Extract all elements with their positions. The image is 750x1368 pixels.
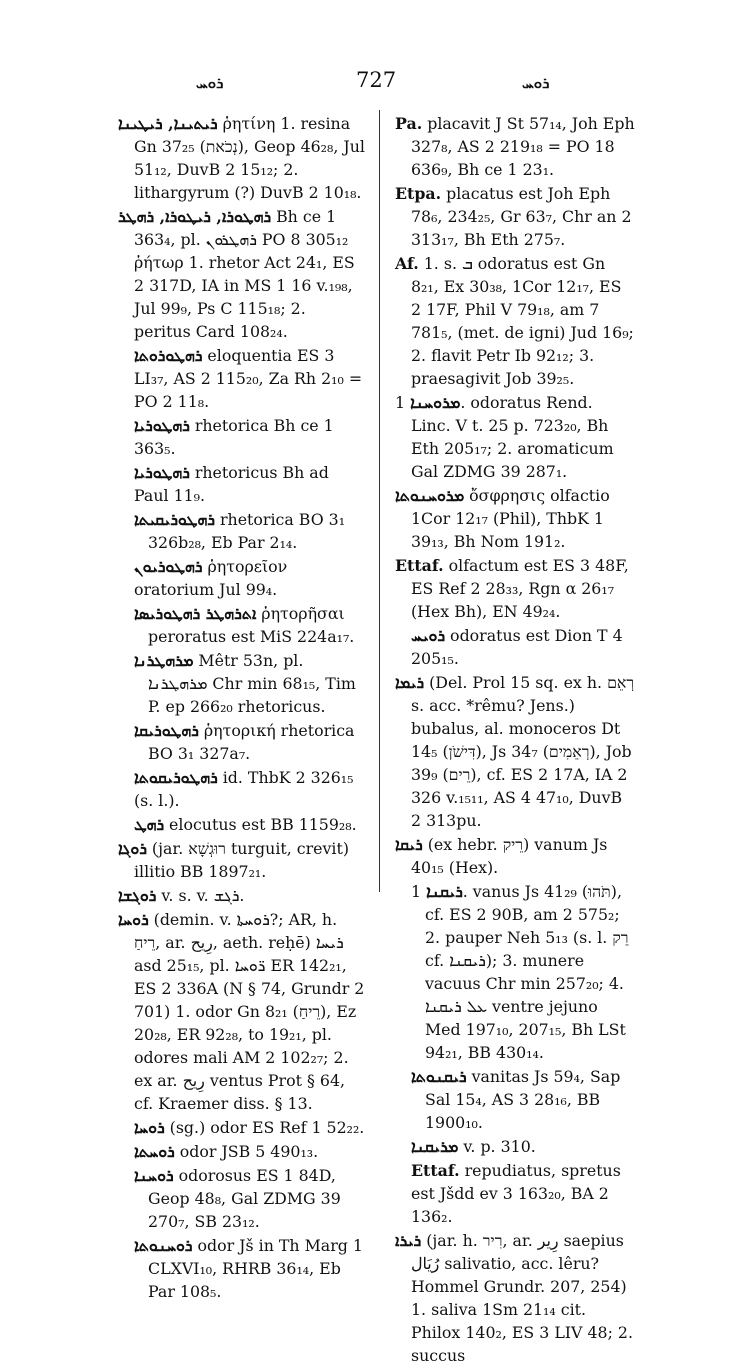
dictionary-entry <box>118 1140 366 1163</box>
stem-label: Ettaf. <box>395 556 444 575</box>
headword: ܪܘܚܢܐ <box>134 1166 174 1185</box>
dictionary-entry <box>118 112 366 204</box>
dictionary-entry <box>395 182 635 251</box>
entry-text: Bh ce 1 363₄, pl. ܪܗܛܪܘܢ PO 8 305₁₂ ῥήτωρ 1. rhetor Act 24₁, ES 2 317D, IA in MS 1 16 v.₁₉₈, Jul 99₉, Ps C 115₁₈; 2. peritus Card 108₂₄. <box>134 207 355 341</box>
right-column <box>395 112 635 1368</box>
entry-text: odor Jš in Th Marg 1 CLXVI₁₀, RHRB 36₁₄, Eb Par 108₅. <box>148 1236 363 1301</box>
headword: ܪܗܛܘܪܝܘܢ <box>134 557 203 576</box>
dictionary-entry <box>395 112 635 181</box>
entry-text: repudiatus, spretus est Jšdd ev 3 163₂₀, BA 2 136₂. <box>411 1161 621 1226</box>
entry-text: eloquentia ES 3 LI₃₇, AS 2 115₂₀, Za Rh 2₁₀ = PO 2 11₈. <box>134 346 363 411</box>
headword: ܪܗܛܘܪܝܐ <box>134 416 190 435</box>
dictionary-entry <box>118 1234 366 1303</box>
dictionary-entry <box>395 833 635 879</box>
entry-text: olfactum est ES 3 48F, ES Ref 2 28₃₃, Rgn α 26₁₇ (Hex Bh), EN 49₂₄. <box>411 556 629 621</box>
headword: ܪܝܬܝܢܐ, ܪܝܛܝܢܐ <box>118 114 218 133</box>
entry-text: odoratus est Dion T 4 205₁₅. <box>411 626 623 668</box>
headword: ܪܘܚܬܐ <box>134 1142 175 1161</box>
entry-text: (sg.) odor ES Ref 1 52₂₂. <box>164 1118 365 1137</box>
dictionary-entry <box>118 602 366 648</box>
headword: ܡܪܘܚܢܘܬܐ <box>395 486 465 505</box>
headword: ܪܘܚܐ <box>118 910 149 929</box>
dictionary-entry <box>118 649 366 718</box>
dictionary-entry <box>118 908 366 1115</box>
entry-text: odorosus ES 1 84D, Geop 48₈, Gal ZDMG 39 270₇, SB 23₁₂. <box>148 1166 341 1231</box>
headword: ܪܗܛܘܪܝܩܐ <box>134 721 199 740</box>
entry-text: rhetoricus Bh ad Paul 11₉. <box>134 463 329 505</box>
headword: ܪܝܩܢܐ <box>426 882 463 901</box>
headword: ܪܗܛܘܪܝܐ <box>134 463 190 482</box>
entry-text: (Del. Prol 15 sq. ex h. רְאֵם s. acc. *rêmu? Jens.) bubalus, al. monoceros Dt 14₅ (דִּישֹׁן), Js 34₇ (רְאֵמִים), Job 39₉ (רֵים), cf. ES 2 17A, IA 2 326 v.₁₅₁₁, AS 4 47₁₀, DuvB 2 313pu. <box>411 673 635 830</box>
dictionary-entry <box>395 484 635 553</box>
entry-text: v. s. v. ܪܓܫ. <box>156 886 245 905</box>
dictionary-entry <box>118 884 366 907</box>
stem-label: Af. <box>395 254 419 273</box>
dictionary-entry <box>395 252 635 390</box>
headword: ܐܬܪܗܛܪ ܪܗܛܘܪܝܣܐ <box>134 604 257 623</box>
entry-text: ῥητορεῖον oratorium Jul 99₄. <box>134 557 288 599</box>
running-head-right: ܪܘܚ <box>522 74 550 92</box>
entry-text: 1. odoratus Rend. Linc. V t. 25 p. 723₂₀, Bh Eth 205₁₇; 2. aromaticum Gal ZDMG 39 287₁. <box>395 393 614 481</box>
headword: ܡܪܘܚܢܐ <box>410 393 461 412</box>
headword: ܪܗܛ <box>134 815 165 834</box>
running-head-left: ܪܘܚ <box>196 74 224 92</box>
stem-label: Ettaf. <box>411 1161 460 1180</box>
dictionary-entry <box>395 880 635 1064</box>
headword: ܪܘܓܫܐ <box>118 886 157 905</box>
headword: ܪܗܛܘܪܐ, ܪܝܛܘܪܐ, ܪܗܛܪ <box>118 207 272 226</box>
entry-text: (demin. v. ܪܘܚܬܐ?; AR, h. רֵיחַ, ar. رِيح, aeth. reḥē) ܪܝܚܐ asd 25₁₅, pl. ܪ̈ܘܚܐ ER 142₂₁, ES 2 336A (N § 74, Grundr 2 701) 1. odor Gn 8₂₁ (רֵיחַ), Ez 20₂₈, ER 92₂₈, to 19₂₁, pl. odores mali AM 2 102₂₇; 2. ex ar. رِيح ventus Prot § 64, cf. Kraemer diss. § 13. <box>134 910 365 1113</box>
dictionary-entry <box>395 391 635 483</box>
headword: ܪܗܛܘܪܝܩܘܬܐ <box>134 768 218 787</box>
dictionary-entry <box>118 461 366 507</box>
dictionary-entry <box>118 766 366 812</box>
entry-text: odor JSB 5 490₁₃. <box>174 1142 319 1161</box>
stem-label: Pa. <box>395 114 423 133</box>
entry-text: rhetorica BO 3₁ 326b₂₈, Eb Par 2₁₄. <box>148 510 346 552</box>
dictionary-entry <box>118 813 366 836</box>
dictionary-entry <box>118 414 366 460</box>
entry-text: rhetorica Bh ce 1 363₅. <box>134 416 334 458</box>
dictionary-entry <box>118 508 366 554</box>
headword: ܪܘܝܚ <box>411 626 446 645</box>
entry-text: Mêtr 53n, pl. ܡܪܗܛܪܢܐ Chr min 68₁₅, Tim P. ep 266₂₀ rhetoricus. <box>148 651 356 716</box>
dictionary-entry <box>395 1065 635 1134</box>
dictionary-entry <box>118 1116 366 1139</box>
entry-text: 1. s. ܒ odoratus est Gn 8₂₁, Ex 30₃₈, 1Cor 12₁₇, ES 2 17F, Phil V 79₁₈, am 7 781₅, (met. de igni) Jud 16₉; 2. flavit Petr Ib 92₁₂; 3. praesagivit Job 39₂₅. <box>411 254 634 388</box>
entry-text: 1. vanus Js 41₂₉ (תֹּהוּ), cf. ES 2 90B, am 2 575₂; 2. pauper Neh 5₁₃ (s. l. רֵק cf. ܪܝܩܢܐ); 3. munere vacuus Chr min 257₂₀; 4. ܥܠ ܪܝܩܢܐ ventre jejuno Med 197₁₀, 207₁₅, Bh LSt 94₂₁, BB 430₁₄. <box>411 882 629 1062</box>
dictionary-entry <box>118 205 366 343</box>
entry-text: vanitas Js 59₄, Sap Sal 15₄, AS 3 28₁₆, BB 1900₁₀. <box>425 1067 621 1132</box>
headword: ܪܗܛܘܪܝܩܝܬܐ <box>134 510 215 529</box>
headword: ܪܗܛܘܪܘܬܐ <box>134 346 203 365</box>
dictionary-entry <box>395 671 635 832</box>
entry-text: ῥητίνη 1. resina Gn 37₂₅ (נְכֹאת), Geop 46₂₈, Jul 51₁₂, DuvB 2 15₁₂; 2. lithargyrum (?) DuvB 2 10₁₈. <box>134 114 365 202</box>
headword: ܪܘܚܢܘܬܐ <box>134 1236 193 1255</box>
headword: ܡܪܝܩܢܐ <box>411 1137 459 1156</box>
entry-text: ῥητορῆσαι peroratus est MiS 224a₁₇. <box>148 604 355 646</box>
dictionary-entry <box>118 344 366 413</box>
page-header <box>0 68 750 98</box>
entry-text: v. p. 310. <box>458 1137 536 1156</box>
column-divider <box>379 110 380 892</box>
entry-text: ὄσφρησις olfactio 1Cor 12₁₇ (Phil), ThbK 1 39₁₃, Bh Nom 191₂. <box>411 486 610 551</box>
entry-text: elocutus est BB 1159₂₈. <box>164 815 357 834</box>
dictionary-entry <box>118 555 366 601</box>
headword: ܪܝܪܐ <box>395 1231 422 1250</box>
dictionary-entry <box>395 1159 635 1228</box>
headword: ܪܘܚܐ <box>134 1118 165 1137</box>
entry-text: (ex hebr. רֵיק) vanum Js 40₁₅ (Hex). <box>411 835 608 877</box>
dictionary-entry <box>395 1229 635 1367</box>
dictionary-entry <box>118 719 366 765</box>
entry-text: placatus est Joh Eph 78₆, 234₂₅, Gr 63₇, Chr an 2 313₁₇, Bh Eth 275₇. <box>411 184 632 249</box>
entry-text: ῥητορική rhetorica BO 3₁ 327a₇. <box>148 721 355 763</box>
headword: ܡܪܗܛܪܢܐ <box>134 651 194 670</box>
left-column <box>118 112 366 1304</box>
entry-text: placavit J St 57₁₄, Joh Eph 327₈, AS 2 219₁₈ = PO 18 636₉, Bh ce 1 23₁. <box>411 114 635 179</box>
dictionary-entry <box>118 837 366 883</box>
dictionary-entry <box>118 1164 366 1233</box>
headword: ܪܘܓܐ <box>118 839 147 858</box>
headword: ܪܝܩܐ <box>395 835 423 854</box>
stem-label: Etpa. <box>395 184 442 203</box>
headword: ܪܝܡܐ <box>395 673 425 692</box>
entry-text: (jar. h. רִיר, ar. رِير saepius رُيَال salivatio, acc. lêru? Hommel Grundr. 207, 254) 1. saliva 1Sm 21₁₄ cit. Philox 140₂, ES 3 LIV 48; 2. succus <box>411 1231 633 1365</box>
entry-text: id. ThbK 2 326₁₅ (s. l.). <box>134 768 354 810</box>
dictionary-entry <box>395 554 635 623</box>
page-number: 727 <box>356 68 397 92</box>
dictionary-entry <box>395 1135 635 1158</box>
entry-text: (jar. רוּגְשָׁא turguit, crevit) illitio BB 1897₂₁. <box>134 839 349 881</box>
headword: ܪܝܩܢܘܬܐ <box>411 1067 467 1086</box>
dictionary-entry <box>395 624 635 670</box>
